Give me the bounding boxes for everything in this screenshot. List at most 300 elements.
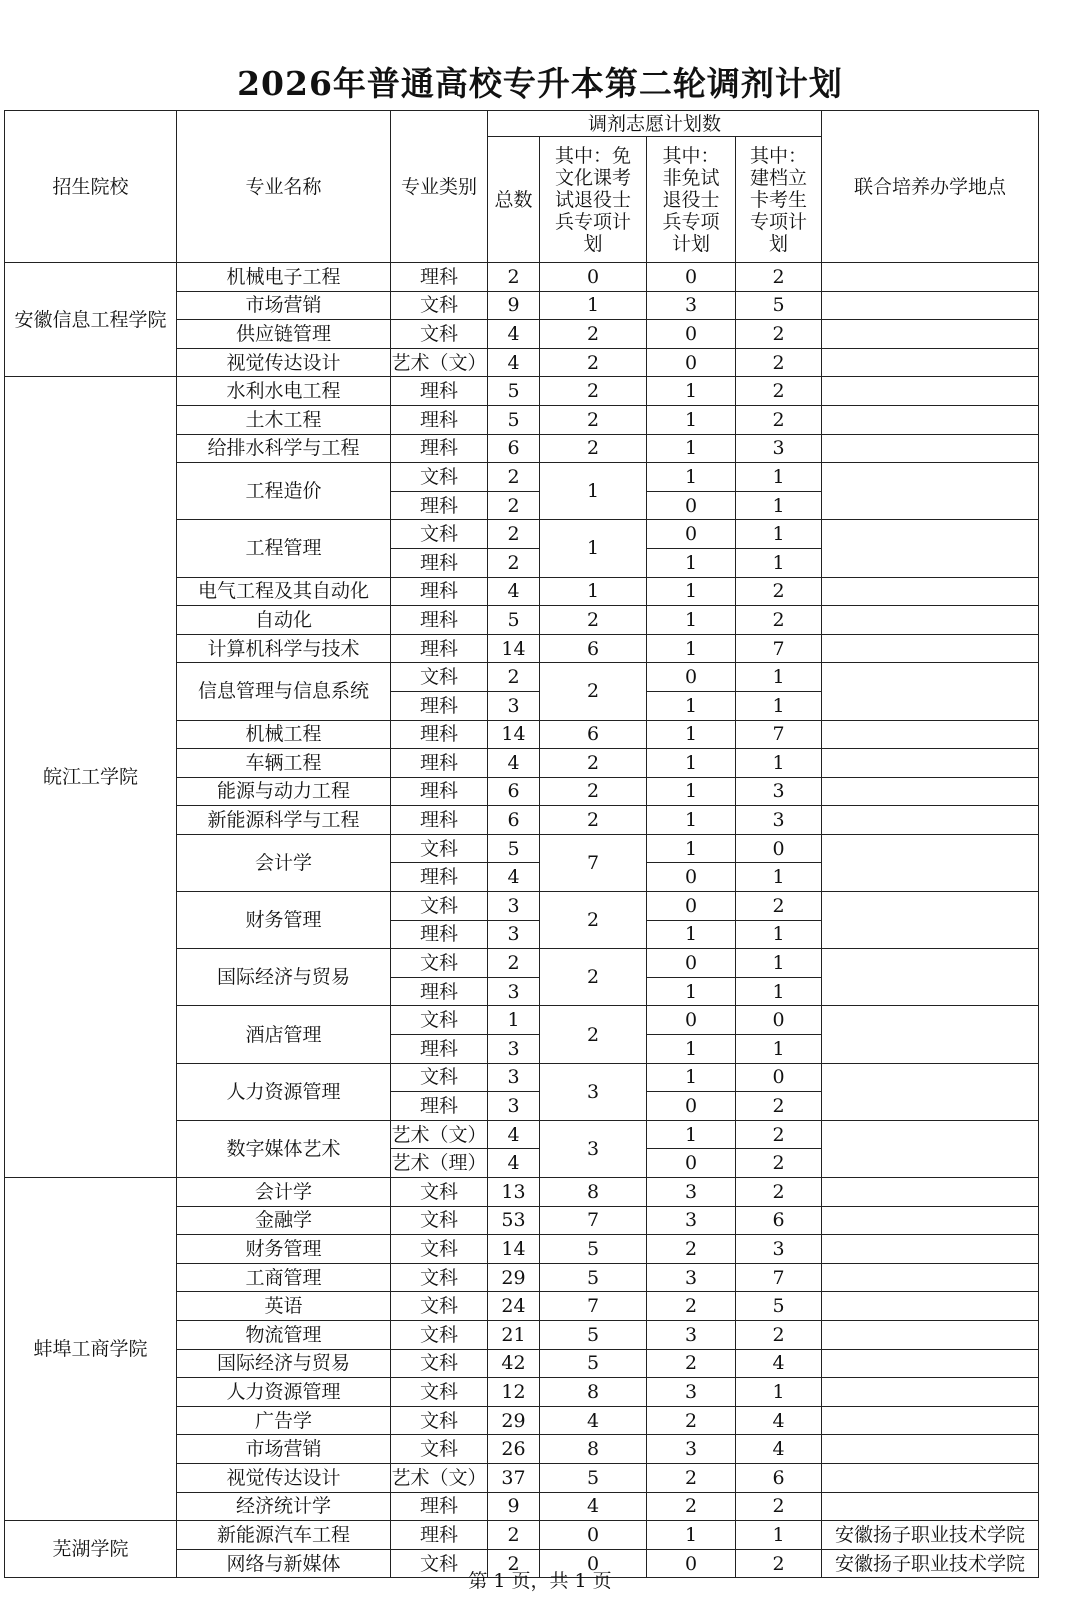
category-cell: 文科 <box>391 1006 488 1035</box>
nonexempt-veteran-cell: 0 <box>647 1549 736 1578</box>
exempt-veteran-cell: 3 <box>540 1120 647 1177</box>
total-cell: 5 <box>488 377 540 406</box>
joint-site-cell <box>822 1406 1039 1435</box>
major-name-cell: 视觉传达设计 <box>177 1463 391 1492</box>
poverty-cell: 2 <box>736 1549 822 1578</box>
poverty-cell: 3 <box>736 1235 822 1264</box>
header-school: 招生院校 <box>5 111 177 263</box>
header-nonexempt-veteran: 其中：非免试退役士兵专项计划 <box>647 137 736 263</box>
major-name-cell: 网络与新媒体 <box>177 1549 391 1578</box>
nonexempt-veteran-cell: 2 <box>647 1235 736 1264</box>
exempt-veteran-cell: 2 <box>540 434 647 463</box>
poverty-cell: 4 <box>736 1406 822 1435</box>
nonexempt-veteran-cell: 0 <box>647 1149 736 1178</box>
major-name-cell: 工商管理 <box>177 1263 391 1292</box>
joint-site-cell <box>822 434 1039 463</box>
poverty-cell: 1 <box>736 749 822 778</box>
major-name-cell: 土木工程 <box>177 405 391 434</box>
total-cell: 9 <box>488 291 540 320</box>
joint-site-cell <box>822 1463 1039 1492</box>
major-name-cell: 经济统计学 <box>177 1492 391 1521</box>
nonexempt-veteran-cell: 0 <box>647 949 736 978</box>
exempt-veteran-cell: 2 <box>540 749 647 778</box>
nonexempt-veteran-cell: 3 <box>647 1378 736 1407</box>
nonexempt-veteran-cell: 1 <box>647 606 736 635</box>
poverty-cell: 6 <box>736 1206 822 1235</box>
major-name-cell: 国际经济与贸易 <box>177 949 391 1006</box>
total-cell: 2 <box>488 663 540 692</box>
poverty-cell: 1 <box>736 920 822 949</box>
joint-site-cell <box>822 463 1039 520</box>
joint-site-cell <box>822 1320 1039 1349</box>
exempt-veteran-cell: 2 <box>540 377 647 406</box>
exempt-veteran-cell: 2 <box>540 663 647 720</box>
nonexempt-veteran-cell: 1 <box>647 1063 736 1092</box>
poverty-cell: 2 <box>736 1178 822 1207</box>
category-cell: 艺术（文） <box>391 1463 488 1492</box>
school-name-cell: 芜湖学院 <box>5 1521 177 1578</box>
category-cell: 理科 <box>391 434 488 463</box>
nonexempt-veteran-cell: 3 <box>647 1178 736 1207</box>
major-name-cell: 金融学 <box>177 1206 391 1235</box>
nonexempt-veteran-cell: 0 <box>647 520 736 549</box>
major-name-cell: 人力资源管理 <box>177 1063 391 1120</box>
category-cell: 理科 <box>391 405 488 434</box>
major-name-cell: 物流管理 <box>177 1320 391 1349</box>
total-cell: 13 <box>488 1178 540 1207</box>
exempt-veteran-cell: 8 <box>540 1378 647 1407</box>
major-name-cell: 自动化 <box>177 606 391 635</box>
plan-table <box>4 110 1039 1578</box>
exempt-veteran-cell: 5 <box>540 1349 647 1378</box>
nonexempt-veteran-cell: 1 <box>647 1521 736 1550</box>
category-cell: 理科 <box>391 920 488 949</box>
exempt-veteran-cell: 1 <box>540 577 647 606</box>
total-cell: 2 <box>488 263 540 292</box>
category-cell: 理科 <box>391 1521 488 1550</box>
exempt-veteran-cell: 7 <box>540 1206 647 1235</box>
major-name-cell: 计算机科学与技术 <box>177 634 391 663</box>
page-footer: 第 1 页，共 1 页 <box>468 1570 612 1592</box>
joint-site-cell <box>822 291 1039 320</box>
poverty-cell: 0 <box>736 1063 822 1092</box>
major-name-cell: 会计学 <box>177 834 391 891</box>
total-cell: 3 <box>488 1092 540 1121</box>
joint-site-cell <box>822 1235 1039 1264</box>
major-name-cell: 新能源汽车工程 <box>177 1521 391 1550</box>
nonexempt-veteran-cell: 1 <box>647 548 736 577</box>
nonexempt-veteran-cell: 1 <box>647 434 736 463</box>
header-joint-site: 联合培养办学地点 <box>822 111 1039 263</box>
header-category: 专业类别 <box>391 111 488 263</box>
joint-site-cell <box>822 777 1039 806</box>
poverty-cell: 3 <box>736 434 822 463</box>
total-cell: 42 <box>488 1349 540 1378</box>
poverty-cell: 2 <box>736 1149 822 1178</box>
exempt-veteran-cell: 5 <box>540 1320 647 1349</box>
major-name-cell: 信息管理与信息系统 <box>177 663 391 720</box>
exempt-veteran-cell: 4 <box>540 1492 647 1521</box>
joint-site-cell <box>822 606 1039 635</box>
joint-site-cell <box>822 1292 1039 1321</box>
category-cell: 文科 <box>391 1178 488 1207</box>
category-cell: 文科 <box>391 1292 488 1321</box>
major-name-cell: 机械工程 <box>177 720 391 749</box>
nonexempt-veteran-cell: 1 <box>647 405 736 434</box>
nonexempt-veteran-cell: 3 <box>647 1206 736 1235</box>
category-cell: 文科 <box>391 1349 488 1378</box>
table-row <box>5 1178 1039 1207</box>
category-cell: 理科 <box>391 634 488 663</box>
exempt-veteran-cell: 5 <box>540 1235 647 1264</box>
major-name-cell: 机械电子工程 <box>177 263 391 292</box>
exempt-veteran-cell: 2 <box>540 806 647 835</box>
category-cell: 理科 <box>391 863 488 892</box>
total-cell: 2 <box>488 949 540 978</box>
nonexempt-veteran-cell: 0 <box>647 663 736 692</box>
exempt-veteran-cell: 4 <box>540 1406 647 1435</box>
exempt-veteran-cell: 8 <box>540 1435 647 1464</box>
nonexempt-veteran-cell: 2 <box>647 1349 736 1378</box>
joint-site-cell <box>822 1120 1039 1177</box>
total-cell: 5 <box>488 405 540 434</box>
total-cell: 2 <box>488 491 540 520</box>
joint-site-cell <box>822 1063 1039 1120</box>
joint-site-cell <box>822 1263 1039 1292</box>
nonexempt-veteran-cell: 3 <box>647 1435 736 1464</box>
joint-site-cell <box>822 1492 1039 1521</box>
nonexempt-veteran-cell: 1 <box>647 691 736 720</box>
total-cell: 2 <box>488 1549 540 1578</box>
total-cell: 1 <box>488 1006 540 1035</box>
header-major: 专业名称 <box>177 111 391 263</box>
joint-site-cell <box>822 377 1039 406</box>
major-name-cell: 英语 <box>177 1292 391 1321</box>
total-cell: 4 <box>488 1149 540 1178</box>
poverty-cell: 1 <box>736 1035 822 1064</box>
total-cell: 21 <box>488 1320 540 1349</box>
category-cell: 理科 <box>391 1492 488 1521</box>
category-cell: 理科 <box>391 977 488 1006</box>
joint-site-cell <box>822 720 1039 749</box>
major-name-cell: 会计学 <box>177 1178 391 1207</box>
nonexempt-veteran-cell: 1 <box>647 977 736 1006</box>
nonexempt-veteran-cell: 1 <box>647 749 736 778</box>
nonexempt-veteran-cell: 1 <box>647 377 736 406</box>
header-total: 总数 <box>488 137 540 263</box>
nonexempt-veteran-cell: 0 <box>647 348 736 377</box>
exempt-veteran-cell: 8 <box>540 1178 647 1207</box>
total-cell: 3 <box>488 920 540 949</box>
category-cell: 理科 <box>391 1035 488 1064</box>
total-cell: 3 <box>488 977 540 1006</box>
major-name-cell: 水利水电工程 <box>177 377 391 406</box>
poverty-cell: 5 <box>736 291 822 320</box>
category-cell: 文科 <box>391 892 488 921</box>
header-plan-group: 调剂志愿计划数 <box>488 111 822 137</box>
total-cell: 5 <box>488 834 540 863</box>
poverty-cell: 0 <box>736 1006 822 1035</box>
poverty-cell: 1 <box>736 1378 822 1407</box>
nonexempt-veteran-cell: 3 <box>647 1320 736 1349</box>
poverty-cell: 1 <box>736 491 822 520</box>
category-cell: 文科 <box>391 320 488 349</box>
category-cell: 文科 <box>391 1320 488 1349</box>
category-cell: 理科 <box>391 720 488 749</box>
total-cell: 29 <box>488 1406 540 1435</box>
school-name-cell: 蚌埠工商学院 <box>5 1178 177 1521</box>
header-exempt-veteran: 其中：免文化课考试退役士兵专项计划 <box>540 137 647 263</box>
joint-site-cell <box>822 1349 1039 1378</box>
joint-site-cell <box>822 834 1039 891</box>
total-cell: 2 <box>488 520 540 549</box>
nonexempt-veteran-cell: 1 <box>647 634 736 663</box>
school-name-cell: 安徽信息工程学院 <box>5 263 177 377</box>
poverty-cell: 1 <box>736 1521 822 1550</box>
joint-site-cell <box>822 1378 1039 1407</box>
table-row <box>5 1521 1039 1550</box>
exempt-veteran-cell: 0 <box>540 1521 647 1550</box>
category-cell: 理科 <box>391 377 488 406</box>
major-name-cell: 视觉传达设计 <box>177 348 391 377</box>
major-name-cell: 广告学 <box>177 1406 391 1435</box>
category-cell: 文科 <box>391 1263 488 1292</box>
joint-site-cell <box>822 520 1039 577</box>
total-cell: 14 <box>488 634 540 663</box>
poverty-cell: 6 <box>736 1463 822 1492</box>
category-cell: 文科 <box>391 520 488 549</box>
total-cell: 37 <box>488 1463 540 1492</box>
exempt-veteran-cell: 2 <box>540 1006 647 1063</box>
exempt-veteran-cell: 7 <box>540 834 647 891</box>
poverty-cell: 2 <box>736 1092 822 1121</box>
category-cell: 理科 <box>391 548 488 577</box>
major-name-cell: 车辆工程 <box>177 749 391 778</box>
poverty-cell: 2 <box>736 320 822 349</box>
total-cell: 4 <box>488 1120 540 1149</box>
poverty-cell: 1 <box>736 548 822 577</box>
document-title: 2026年普通高校专升本第二轮调剂计划 <box>237 64 843 103</box>
exempt-veteran-cell: 7 <box>540 1292 647 1321</box>
total-cell: 29 <box>488 1263 540 1292</box>
joint-site-cell <box>822 1178 1039 1207</box>
poverty-cell: 0 <box>736 834 822 863</box>
nonexempt-veteran-cell: 1 <box>647 720 736 749</box>
joint-site-cell: 安徽扬子职业技术学院 <box>822 1521 1039 1550</box>
nonexempt-veteran-cell: 2 <box>647 1406 736 1435</box>
nonexempt-veteran-cell: 0 <box>647 1092 736 1121</box>
poverty-cell: 2 <box>736 348 822 377</box>
nonexempt-veteran-cell: 3 <box>647 1263 736 1292</box>
category-cell: 文科 <box>391 463 488 492</box>
exempt-veteran-cell: 2 <box>540 777 647 806</box>
nonexempt-veteran-cell: 0 <box>647 491 736 520</box>
total-cell: 6 <box>488 434 540 463</box>
category-cell: 理科 <box>391 1092 488 1121</box>
nonexempt-veteran-cell: 1 <box>647 777 736 806</box>
category-cell: 理科 <box>391 777 488 806</box>
category-cell: 文科 <box>391 834 488 863</box>
poverty-cell: 1 <box>736 949 822 978</box>
total-cell: 2 <box>488 1521 540 1550</box>
major-name-cell: 工程造价 <box>177 463 391 520</box>
poverty-cell: 3 <box>736 806 822 835</box>
total-cell: 6 <box>488 806 540 835</box>
nonexempt-veteran-cell: 0 <box>647 263 736 292</box>
exempt-veteran-cell: 6 <box>540 720 647 749</box>
nonexempt-veteran-cell: 0 <box>647 863 736 892</box>
total-cell: 5 <box>488 606 540 635</box>
joint-site-cell: 安徽扬子职业技术学院 <box>822 1549 1039 1578</box>
category-cell: 文科 <box>391 949 488 978</box>
major-name-cell: 市场营销 <box>177 1435 391 1464</box>
total-cell: 26 <box>488 1435 540 1464</box>
category-cell: 文科 <box>391 1063 488 1092</box>
category-cell: 文科 <box>391 291 488 320</box>
major-name-cell: 给排水科学与工程 <box>177 434 391 463</box>
category-cell: 理科 <box>391 606 488 635</box>
major-name-cell: 能源与动力工程 <box>177 777 391 806</box>
total-cell: 3 <box>488 892 540 921</box>
header-poverty: 其中：建档立卡考生专项计划 <box>736 137 822 263</box>
exempt-veteran-cell: 3 <box>540 1063 647 1120</box>
poverty-cell: 2 <box>736 405 822 434</box>
nonexempt-veteran-cell: 1 <box>647 463 736 492</box>
category-cell: 文科 <box>391 1549 488 1578</box>
table-row <box>5 377 1039 406</box>
exempt-veteran-cell: 2 <box>540 348 647 377</box>
major-name-cell: 市场营销 <box>177 291 391 320</box>
total-cell: 2 <box>488 548 540 577</box>
joint-site-cell <box>822 263 1039 292</box>
joint-site-cell <box>822 320 1039 349</box>
major-name-cell: 新能源科学与工程 <box>177 806 391 835</box>
total-cell: 9 <box>488 1492 540 1521</box>
nonexempt-veteran-cell: 2 <box>647 1292 736 1321</box>
joint-site-cell <box>822 949 1039 1006</box>
total-cell: 6 <box>488 777 540 806</box>
poverty-cell: 2 <box>736 577 822 606</box>
category-cell: 艺术（文） <box>391 1120 488 1149</box>
exempt-veteran-cell: 0 <box>540 1549 647 1578</box>
category-cell: 文科 <box>391 1406 488 1435</box>
total-cell: 3 <box>488 1063 540 1092</box>
poverty-cell: 1 <box>736 520 822 549</box>
joint-site-cell <box>822 634 1039 663</box>
nonexempt-veteran-cell: 2 <box>647 1492 736 1521</box>
nonexempt-veteran-cell: 1 <box>647 806 736 835</box>
major-name-cell: 供应链管理 <box>177 320 391 349</box>
joint-site-cell <box>822 749 1039 778</box>
major-name-cell: 工程管理 <box>177 520 391 577</box>
nonexempt-veteran-cell: 1 <box>647 577 736 606</box>
poverty-cell: 1 <box>736 663 822 692</box>
poverty-cell: 1 <box>736 691 822 720</box>
joint-site-cell <box>822 577 1039 606</box>
category-cell: 理科 <box>391 263 488 292</box>
category-cell: 理科 <box>391 691 488 720</box>
joint-site-cell <box>822 892 1039 949</box>
category-cell: 理科 <box>391 749 488 778</box>
exempt-veteran-cell: 2 <box>540 320 647 349</box>
joint-site-cell <box>822 663 1039 720</box>
nonexempt-veteran-cell: 2 <box>647 1463 736 1492</box>
total-cell: 2 <box>488 463 540 492</box>
nonexempt-veteran-cell: 1 <box>647 1120 736 1149</box>
total-cell: 3 <box>488 691 540 720</box>
joint-site-cell <box>822 1206 1039 1235</box>
total-cell: 53 <box>488 1206 540 1235</box>
exempt-veteran-cell: 5 <box>540 1463 647 1492</box>
total-cell: 4 <box>488 320 540 349</box>
table-row <box>5 263 1039 292</box>
poverty-cell: 7 <box>736 1263 822 1292</box>
category-cell: 文科 <box>391 1235 488 1264</box>
joint-site-cell <box>822 806 1039 835</box>
joint-site-cell <box>822 1006 1039 1063</box>
poverty-cell: 4 <box>736 1349 822 1378</box>
nonexempt-veteran-cell: 1 <box>647 1035 736 1064</box>
total-cell: 4 <box>488 348 540 377</box>
poverty-cell: 1 <box>736 863 822 892</box>
exempt-veteran-cell: 1 <box>540 520 647 577</box>
nonexempt-veteran-cell: 1 <box>647 834 736 863</box>
total-cell: 4 <box>488 577 540 606</box>
total-cell: 12 <box>488 1378 540 1407</box>
nonexempt-veteran-cell: 0 <box>647 1006 736 1035</box>
nonexempt-veteran-cell: 0 <box>647 892 736 921</box>
category-cell: 文科 <box>391 1435 488 1464</box>
category-cell: 文科 <box>391 663 488 692</box>
exempt-veteran-cell: 0 <box>540 263 647 292</box>
major-name-cell: 财务管理 <box>177 1235 391 1264</box>
category-cell: 理科 <box>391 806 488 835</box>
total-cell: 14 <box>488 1235 540 1264</box>
category-cell: 文科 <box>391 1378 488 1407</box>
exempt-veteran-cell: 2 <box>540 949 647 1006</box>
poverty-cell: 5 <box>736 1292 822 1321</box>
joint-site-cell <box>822 405 1039 434</box>
category-cell: 艺术（文） <box>391 348 488 377</box>
poverty-cell: 1 <box>736 977 822 1006</box>
poverty-cell: 7 <box>736 634 822 663</box>
exempt-veteran-cell: 2 <box>540 405 647 434</box>
major-name-cell: 数字媒体艺术 <box>177 1120 391 1177</box>
nonexempt-veteran-cell: 0 <box>647 320 736 349</box>
nonexempt-veteran-cell: 1 <box>647 920 736 949</box>
poverty-cell: 2 <box>736 606 822 635</box>
total-cell: 4 <box>488 863 540 892</box>
exempt-veteran-cell: 1 <box>540 291 647 320</box>
total-cell: 4 <box>488 749 540 778</box>
poverty-cell: 7 <box>736 720 822 749</box>
category-cell: 文科 <box>391 1206 488 1235</box>
school-name-cell: 皖江工学院 <box>5 377 177 1178</box>
major-name-cell: 电气工程及其自动化 <box>177 577 391 606</box>
exempt-veteran-cell: 5 <box>540 1263 647 1292</box>
category-cell: 艺术（理） <box>391 1149 488 1178</box>
poverty-cell: 2 <box>736 892 822 921</box>
poverty-cell: 2 <box>736 263 822 292</box>
total-cell: 14 <box>488 720 540 749</box>
exempt-veteran-cell: 2 <box>540 892 647 949</box>
exempt-veteran-cell: 2 <box>540 606 647 635</box>
poverty-cell: 2 <box>736 1320 822 1349</box>
major-name-cell: 国际经济与贸易 <box>177 1349 391 1378</box>
joint-site-cell <box>822 348 1039 377</box>
category-cell: 理科 <box>391 491 488 520</box>
poverty-cell: 2 <box>736 1492 822 1521</box>
